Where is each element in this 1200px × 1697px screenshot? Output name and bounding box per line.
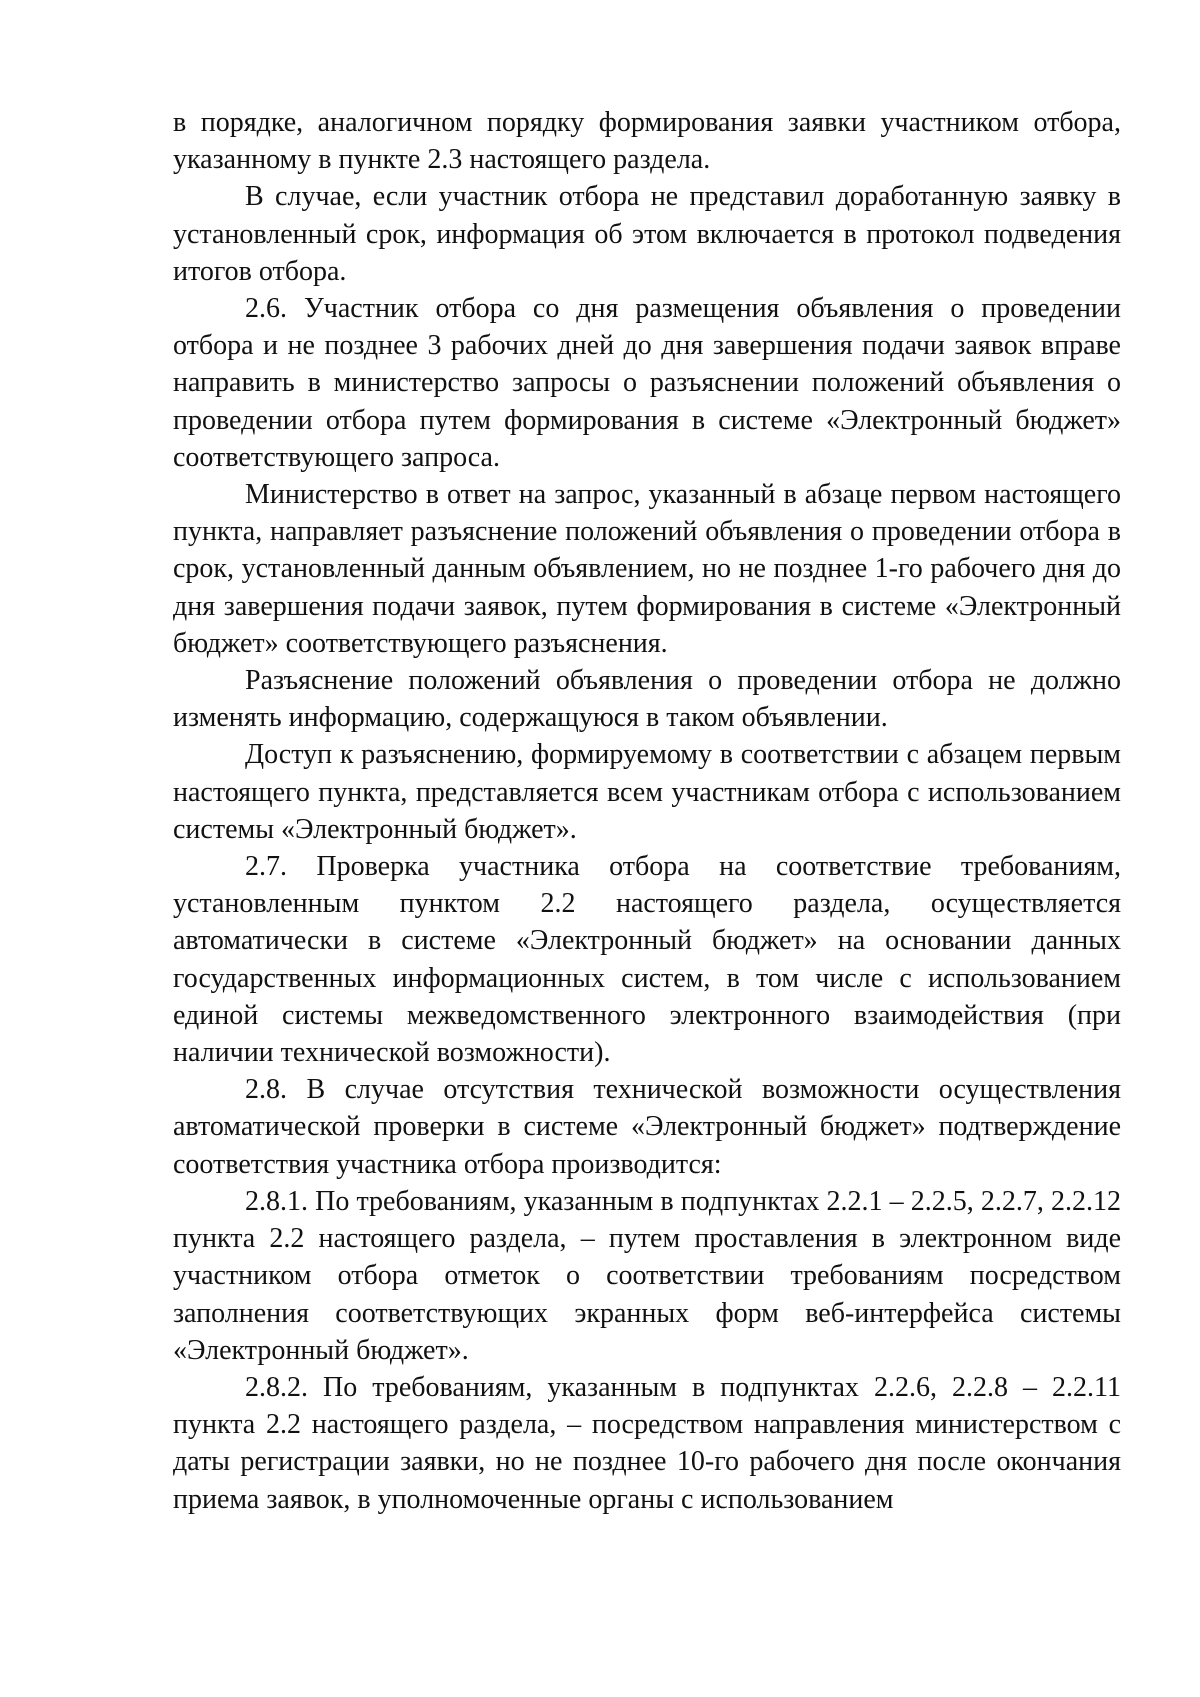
document-page bbox=[173, 104, 1121, 1518]
paragraph-2-8-2: 2.8.2. По требованиям, указанным в подпунктах 2.2.6, 2.2.8 – 2.2.11 пункта 2.2 настоящего раздела, – посредством направления министерством с даты регистрации заявки, но не позднее 10-го рабочего дня после окончания приема заявок, в уполномоченные органы с использованием bbox=[173, 1371, 1121, 1515]
paragraph-clarification-access: Доступ к разъяснению, формируемому в соответствии с абзацем первым настоящего пункта, представляется всем участникам отбора с использованием системы «Электронный бюджет». bbox=[173, 739, 1121, 845]
paragraph-2-8-1: 2.8.1. По требованиям, указанным в подпунктах 2.2.1 – 2.2.5, 2.2.7, 2.2.12 пункта 2.2 настоящего раздела, – путем проставления в электронном виде участником отбора отметок о соответствии требованиям посредством заполнения соответствующих экранных форм веб-интерфейса системы «Электронный бюджет». bbox=[173, 1185, 1121, 1366]
paragraph-revised-application: В случае, если участник отбора не представил доработанную заявку в установленный срок, информация об этом включается в протокол подведения итогов отбора. bbox=[173, 181, 1121, 287]
paragraph-continuation: в порядке, аналогичном порядку формирования заявки участником отбора, указанному в пункте 2.3 настоящего раздела. bbox=[173, 107, 1121, 176]
paragraph-ministry-response: Министерство в ответ на запрос, указанный в абзаце первом настоящего пункта, направляет разъяснение положений объявления о проведении отбора в срок, установленный данным объявлением, но не позднее 1-го рабочего дня до дня завершения подачи заявок, путем формирования в системе «Электронный бюджет» соответствующего разъяснения. bbox=[173, 479, 1121, 659]
paragraph-2-6: 2.6. Участник отбора со дня размещения объявления о проведении отбора и не позднее 3 рабочих дней до дня завершения подачи заявок вправе направить в министерство запросы о разъяснении положений объявления о проведении отбора путем формирования в системе «Электронный бюджет» соответствующего запроса. bbox=[173, 293, 1121, 473]
paragraph-2-8: 2.8. В случае отсутствия технической возможности осуществления автоматической проверки в системе «Электронный бюджет» подтверждение соответствия участника отбора производится: bbox=[173, 1074, 1121, 1180]
paragraph-2-7: 2.7. Проверка участника отбора на соответствие требованиям, установленным пунктом 2.2 настоящего раздела, осуществляется автоматически в системе «Электронный бюджет» на основании данных государственных информационных систем, в том числе с использованием единой системы межведомственного электронного взаимодействия (при наличии технической возможности). bbox=[173, 851, 1121, 1069]
paragraph-clarification-limits: Разъяснение положений объявления о проведении отбора не должно изменять информацию, содержащуюся в таком объявлении. bbox=[173, 665, 1121, 734]
